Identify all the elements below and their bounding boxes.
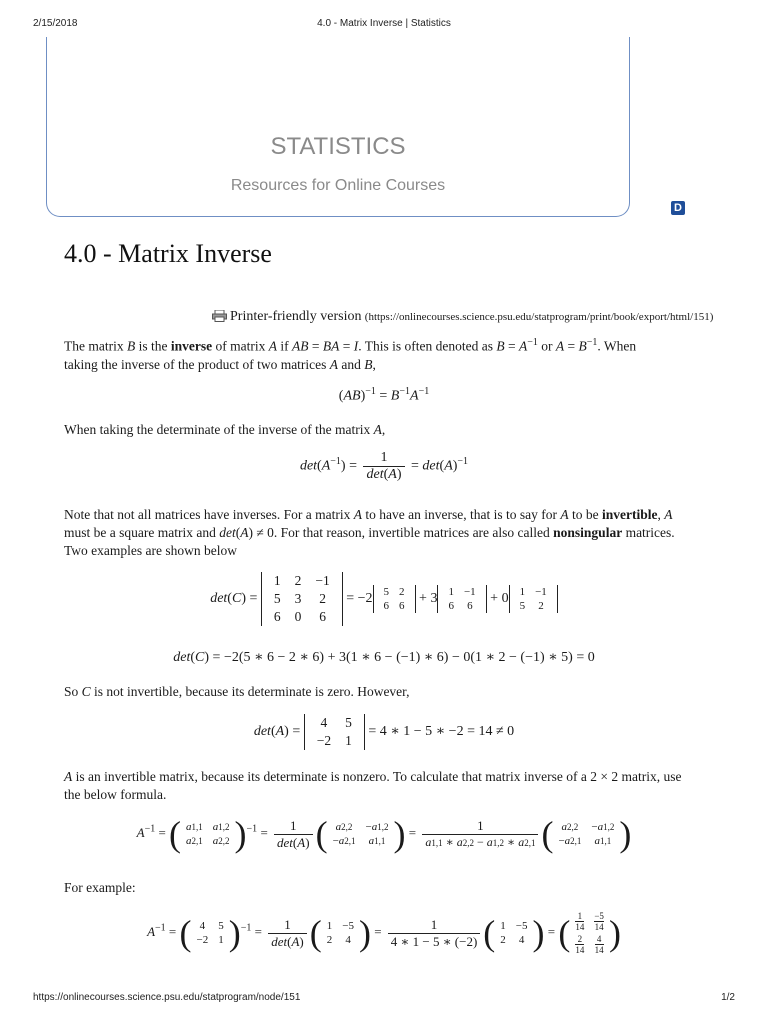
eq-inverse-example: $A^{-1}$ = ( 4 5 −2 1 )$^{-1}$ = $\frac{1}{\det(A)}$ ( 1 −5 2 4 ) = $\frac{1}{4 ∗ 1 - 5 ∗ (-2)}$ ( 1 −5 2 4 ) = ( $\frac{1}{14}$ $\frac{-5}{14}$ $\frac{2}{14}$ $\frac{4}{14}$ ) (147, 911, 621, 955)
d-badge[interactable]: D (671, 201, 685, 215)
paragraph-for-example: For example: (64, 880, 136, 895)
print-title: 4.0 - Matrix Inverse | Statistics (317, 18, 451, 29)
eq-det-c-expanded: det(C) = −2(5 ∗ 6 − 2 ∗ 6) + 3(1 ∗ 6 − (−1) ∗ 6) − 0(1 ∗ 2 − (−1) ∗ 5) = 0 (173, 650, 595, 665)
paragraph-invertible: Note that not all matrices have inverses. For a matrix A to have an inverse, that is to say for A to be invertible, A must be a square matrix and det(A) ≠ 0. For that reason, invertible matrices are also called nonsingular matrices. Two examples are shown below (64, 507, 675, 558)
page-number: 1/2 (721, 992, 735, 1003)
banner-title: STATISTICS (270, 133, 406, 160)
page-title: 4.0 - Matrix Inverse (64, 239, 272, 268)
eq-det-c: det(C) = 1 2 −1 5 3 2 6 0 6 = −2 5 2 6 6 + 3 1 −1 6 6 + 0 1 −1 5 2 (0, 572, 768, 626)
footer-url: https://onlinecourses.science.psu.edu/statprogram/node/151 (33, 992, 301, 1003)
paragraph-inverse-def: The matrix B is the inverse of matrix A if AB = BA = I. This is often denoted as $B = A^{-1}$ or $A = B^{-1}$. When taking the inverse of the product of two matrices A and B, (64, 337, 637, 372)
paragraph-not-invertible: So C is not invertible, because its determinate is zero. However, (64, 684, 410, 699)
print-footer (0, 992, 768, 1006)
eq-det-a: det(A) = 4 5 −2 1 = 4 ∗ 1 − 5 ∗ −2 = 14 ≠ 0 (253, 715, 515, 748)
printer-link[interactable]: Printer-friendly version (230, 309, 362, 324)
printer-icon (212, 310, 227, 322)
eq-det-inverse: $\det(A^{-1})$ = $\frac{1}{\det(A)}$ = $\det(A)^{-1}$ (299, 450, 469, 482)
print-date: 2/15/2018 (33, 18, 78, 29)
paragraph-det-inverse: When taking the determinate of the inverse of the matrix A, (64, 422, 386, 437)
banner-subtitle: Resources for Online Courses (230, 177, 446, 194)
eq-inverse-formula: $A^{-1}$ = ( a1,1 a1,2 a2,1 a2,2 )$^{-1}$ = $\frac{1}{\det(A)}$ ( a2,2 −a1,2 −a2,1 a1,1 ) = $\frac{1}{a1,1 ∗ a2,2 - a1,2 ∗ a2,1}$ ( a2,2 −a1,2 −a2,1 a1,1 ) (136, 814, 632, 854)
paragraph-formula-intro: A is an invertible matrix, because its determinate is nonzero. To calculate that matrix inverse of a 2 × 2 matrix, use the below formula. (64, 769, 682, 802)
printer-friendly[interactable] (212, 308, 713, 325)
eq-product-inverse: $(AB)^{-1} = B^{-1}A^{-1}$ (338, 386, 430, 404)
printer-url: (https://onlinecourses.science.psu.edu/statprogram/print/book/export/html/151) (364, 311, 714, 323)
site-banner[interactable] (46, 37, 630, 217)
print-header (0, 18, 768, 32)
